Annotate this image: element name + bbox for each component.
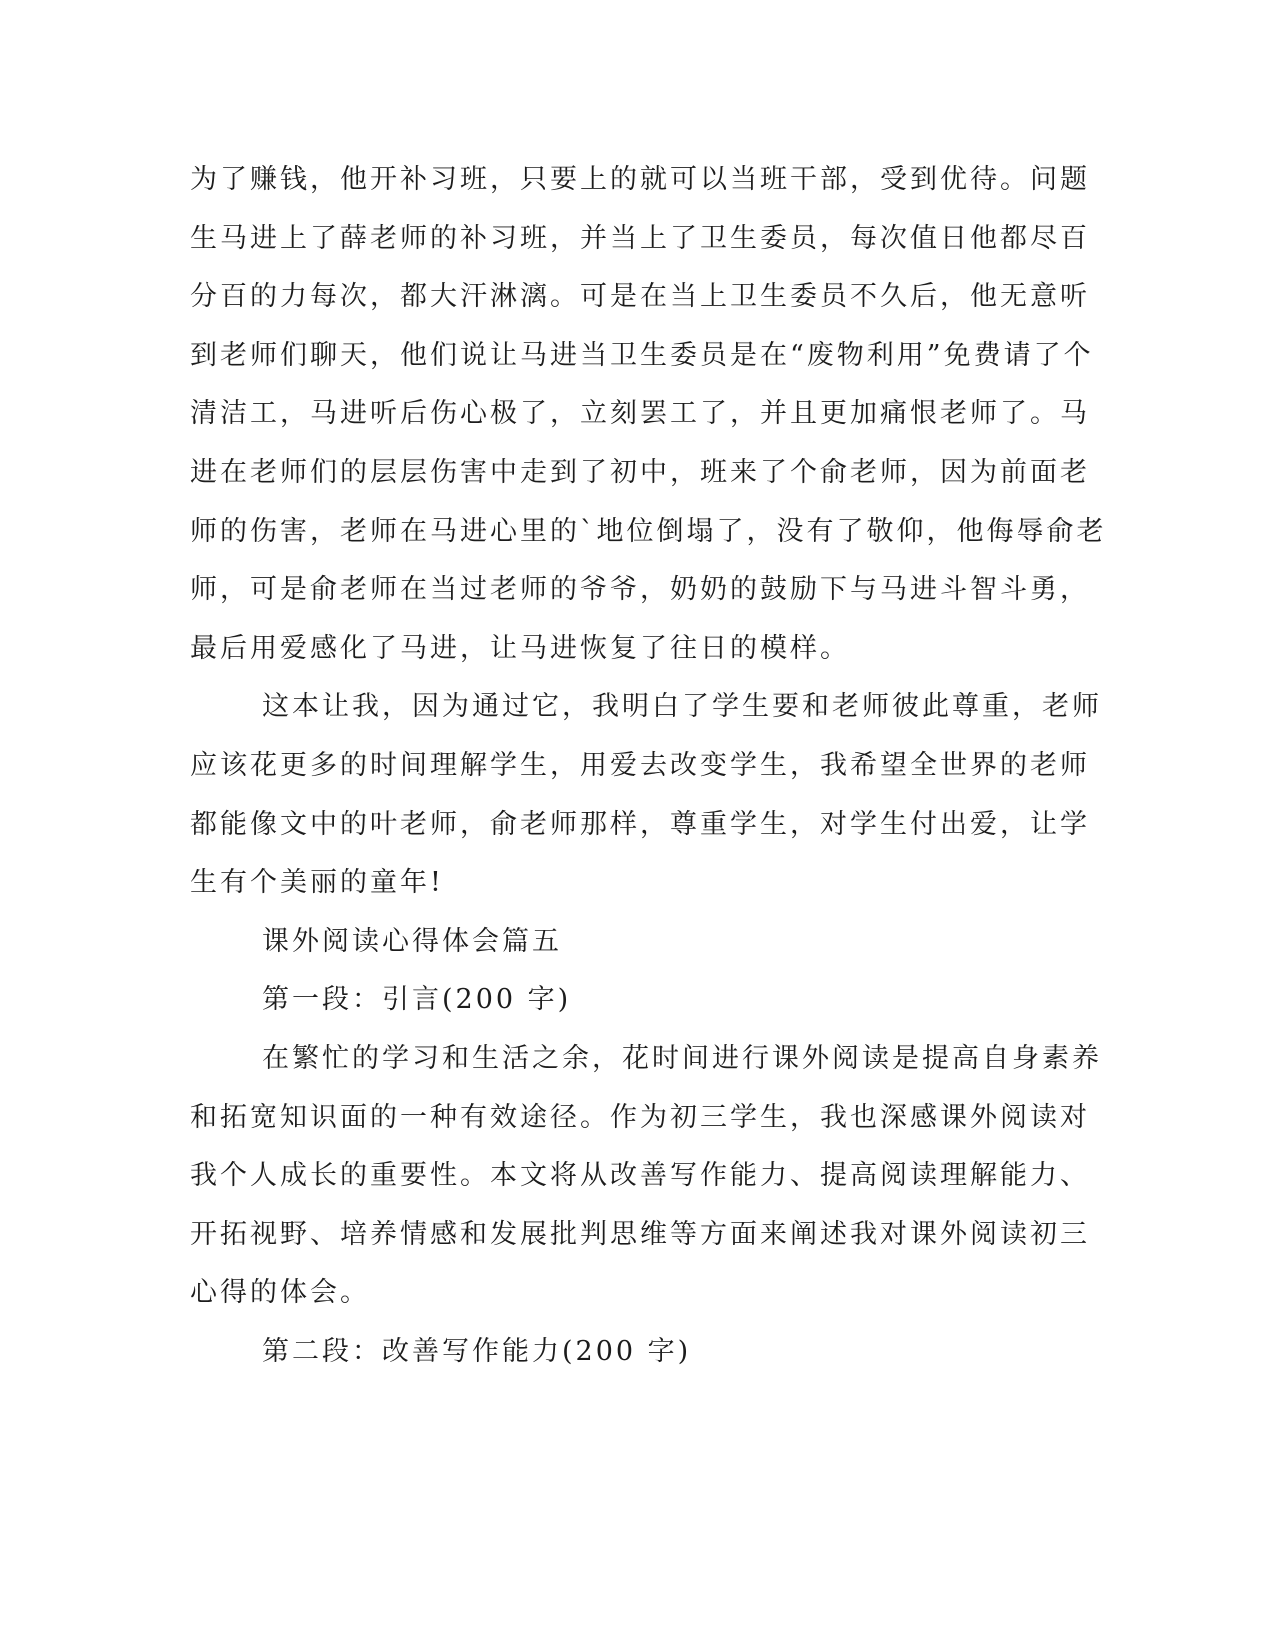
text-line: 进在老师们的层层伤害中走到了初中，班来了个俞老师，因为前面老 — [190, 457, 1090, 488]
text-line: 清洁工，马进听后伤心极了，立刻罢工了，并且更加痛恨老师了。马 — [190, 398, 1090, 429]
text-line: 师，可是俞老师在当过老师的爷爷，奶奶的鼓励下与马进斗智斗勇， — [190, 574, 1090, 605]
text-line: 开拓视野、培养情感和发展批判思维等方面来阐述我对课外阅读初三 — [190, 1219, 1090, 1250]
text-line: 到老师们聊天，他们说让马进当卫生委员是在“废物利用”免费请了个 — [190, 340, 1094, 371]
section-heading: 课外阅读心得体会篇五 — [262, 926, 562, 957]
text-line: 都能像文中的叶老师，俞老师那样，尊重学生，对学生付出爱，让学 — [190, 809, 1090, 840]
text-line: 心得的体会。 — [190, 1277, 370, 1308]
subsection-heading: 第一段：引言(200 字) — [262, 984, 572, 1015]
text-line: 生有个美丽的童年! — [190, 867, 444, 898]
text-line: 最后用爱感化了马进，让马进恢复了往日的模样。 — [190, 633, 850, 664]
paragraph-start-line: 这本让我，因为通过它，我明白了学生要和老师彼此尊重，老师 — [262, 691, 1102, 722]
text-line: 和拓宽知识面的一种有效途径。作为初三学生，我也深感课外阅读对 — [190, 1102, 1090, 1133]
text-line: 应该花更多的时间理解学生，用爱去改变学生，我希望全世界的老师 — [190, 750, 1090, 781]
text-line: 我个人成长的重要性。本文将从改善写作能力、提高阅读理解能力、 — [190, 1160, 1090, 1191]
text-line: 为了赚钱，他开补习班，只要上的就可以当班干部，受到优待。问题 — [190, 164, 1090, 195]
text-line: 分百的力每次，都大汗淋漓。可是在当上卫生委员不久后，他无意听 — [190, 281, 1090, 312]
paragraph-start-line: 在繁忙的学习和生活之余，花时间进行课外阅读是提高自身素养 — [262, 1043, 1102, 1074]
text-line: 师的伤害，老师在马进心里的`地位倒塌了，没有了敬仰，他侮辱俞老 — [190, 516, 1107, 547]
subsection-heading: 第二段：改善写作能力(200 字) — [262, 1336, 692, 1367]
text-line: 生马进上了薛老师的补习班，并当上了卫生委员，每次值日他都尽百 — [190, 223, 1090, 254]
